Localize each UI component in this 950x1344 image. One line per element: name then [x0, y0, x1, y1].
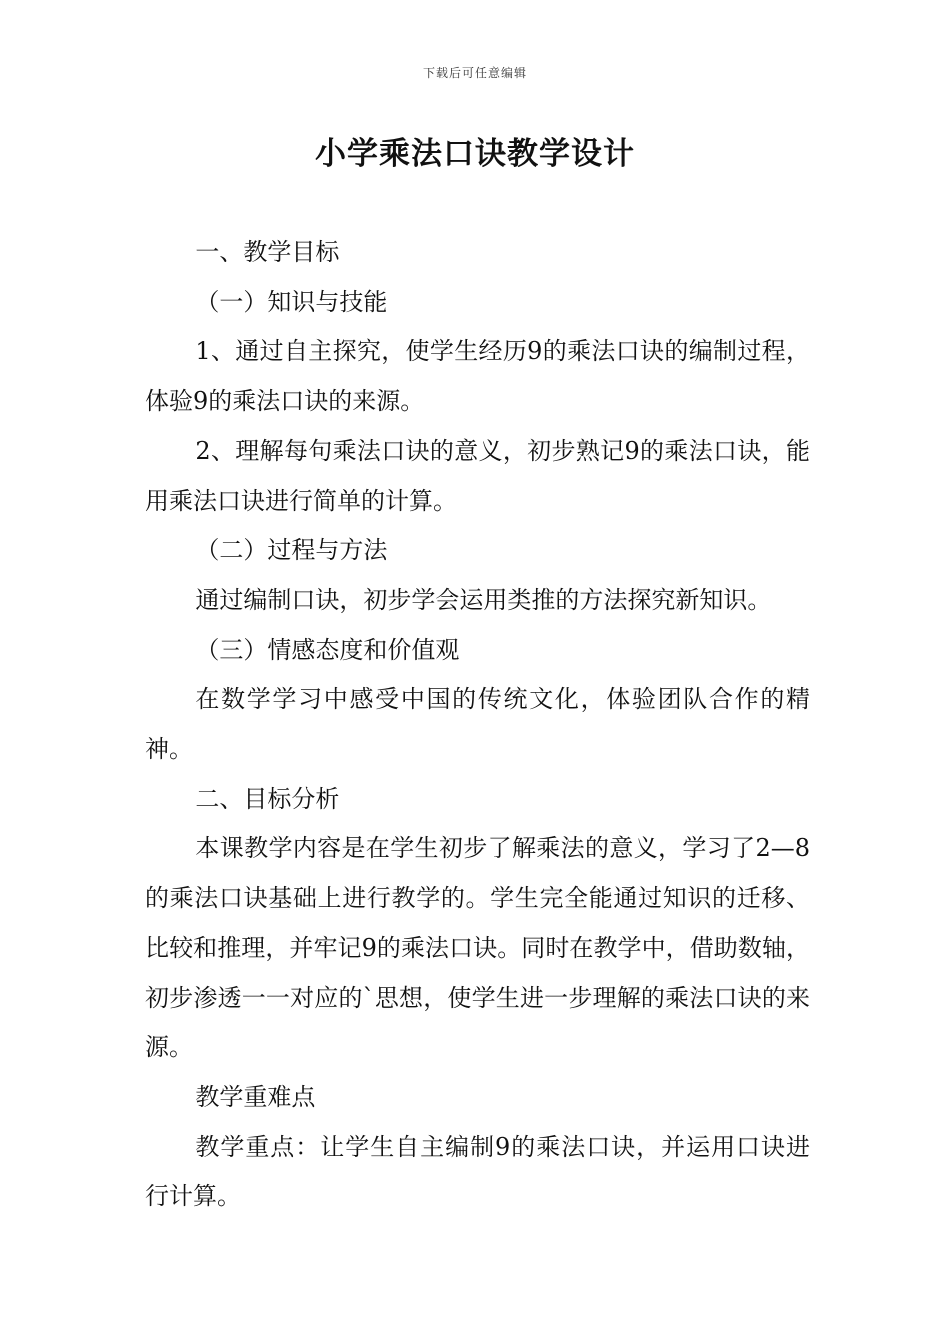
- subheading-emotion-values: （三）情感态度和价值观: [195, 635, 460, 664]
- section-heading-teaching-goals: 一、教学目标: [195, 238, 340, 266]
- subheading-process-method: （二）过程与方法: [195, 536, 388, 565]
- paragraph-goal-2: 2、理解每句乘法口诀的意义，初步熟记9的乘法口诀，能用乘法口诀进行简单的计算。: [145, 436, 810, 515]
- paragraph-analysis: 本课教学内容是在学生初步了解乘法的意义，学习了2—8的乘法口诀基础上进行教学的。学生完全能通过知识的迁移、比较和推理，并牢记9的乘法口诀。同时在教学中，借助数轴，初步渗透一一对应的`思想，使学生进一步理解的乘法口诀的来源。: [145, 834, 810, 1062]
- header-note: 下载后可任意编辑: [422, 66, 527, 80]
- section-heading-goal-analysis: 二、目标分析: [195, 784, 340, 813]
- paragraph-key-points: 教学重点：让学生自主编制9的乘法口诀，并运用口诀进行计算。: [145, 1132, 810, 1211]
- paragraph-goal-1: 1、通过自主探究，使学生经历9的乘法口诀的编制过程，体验9的乘法口诀的来源。: [145, 337, 810, 416]
- document-title: 小学乘法口诀教学设计: [315, 136, 635, 172]
- subheading-knowledge-skills: （一）知识与技能: [195, 287, 388, 316]
- subheading-key-difficult-points: 教学重难点: [195, 1082, 316, 1111]
- paragraph-process: 通过编制口诀，初步学会运用类推的方法探究新知识。: [195, 585, 772, 614]
- document-body: [145, 228, 810, 1222]
- paragraph-emotion: 在数学学习中感受中国的传统文化，体验团队合作的精神。: [145, 685, 810, 764]
